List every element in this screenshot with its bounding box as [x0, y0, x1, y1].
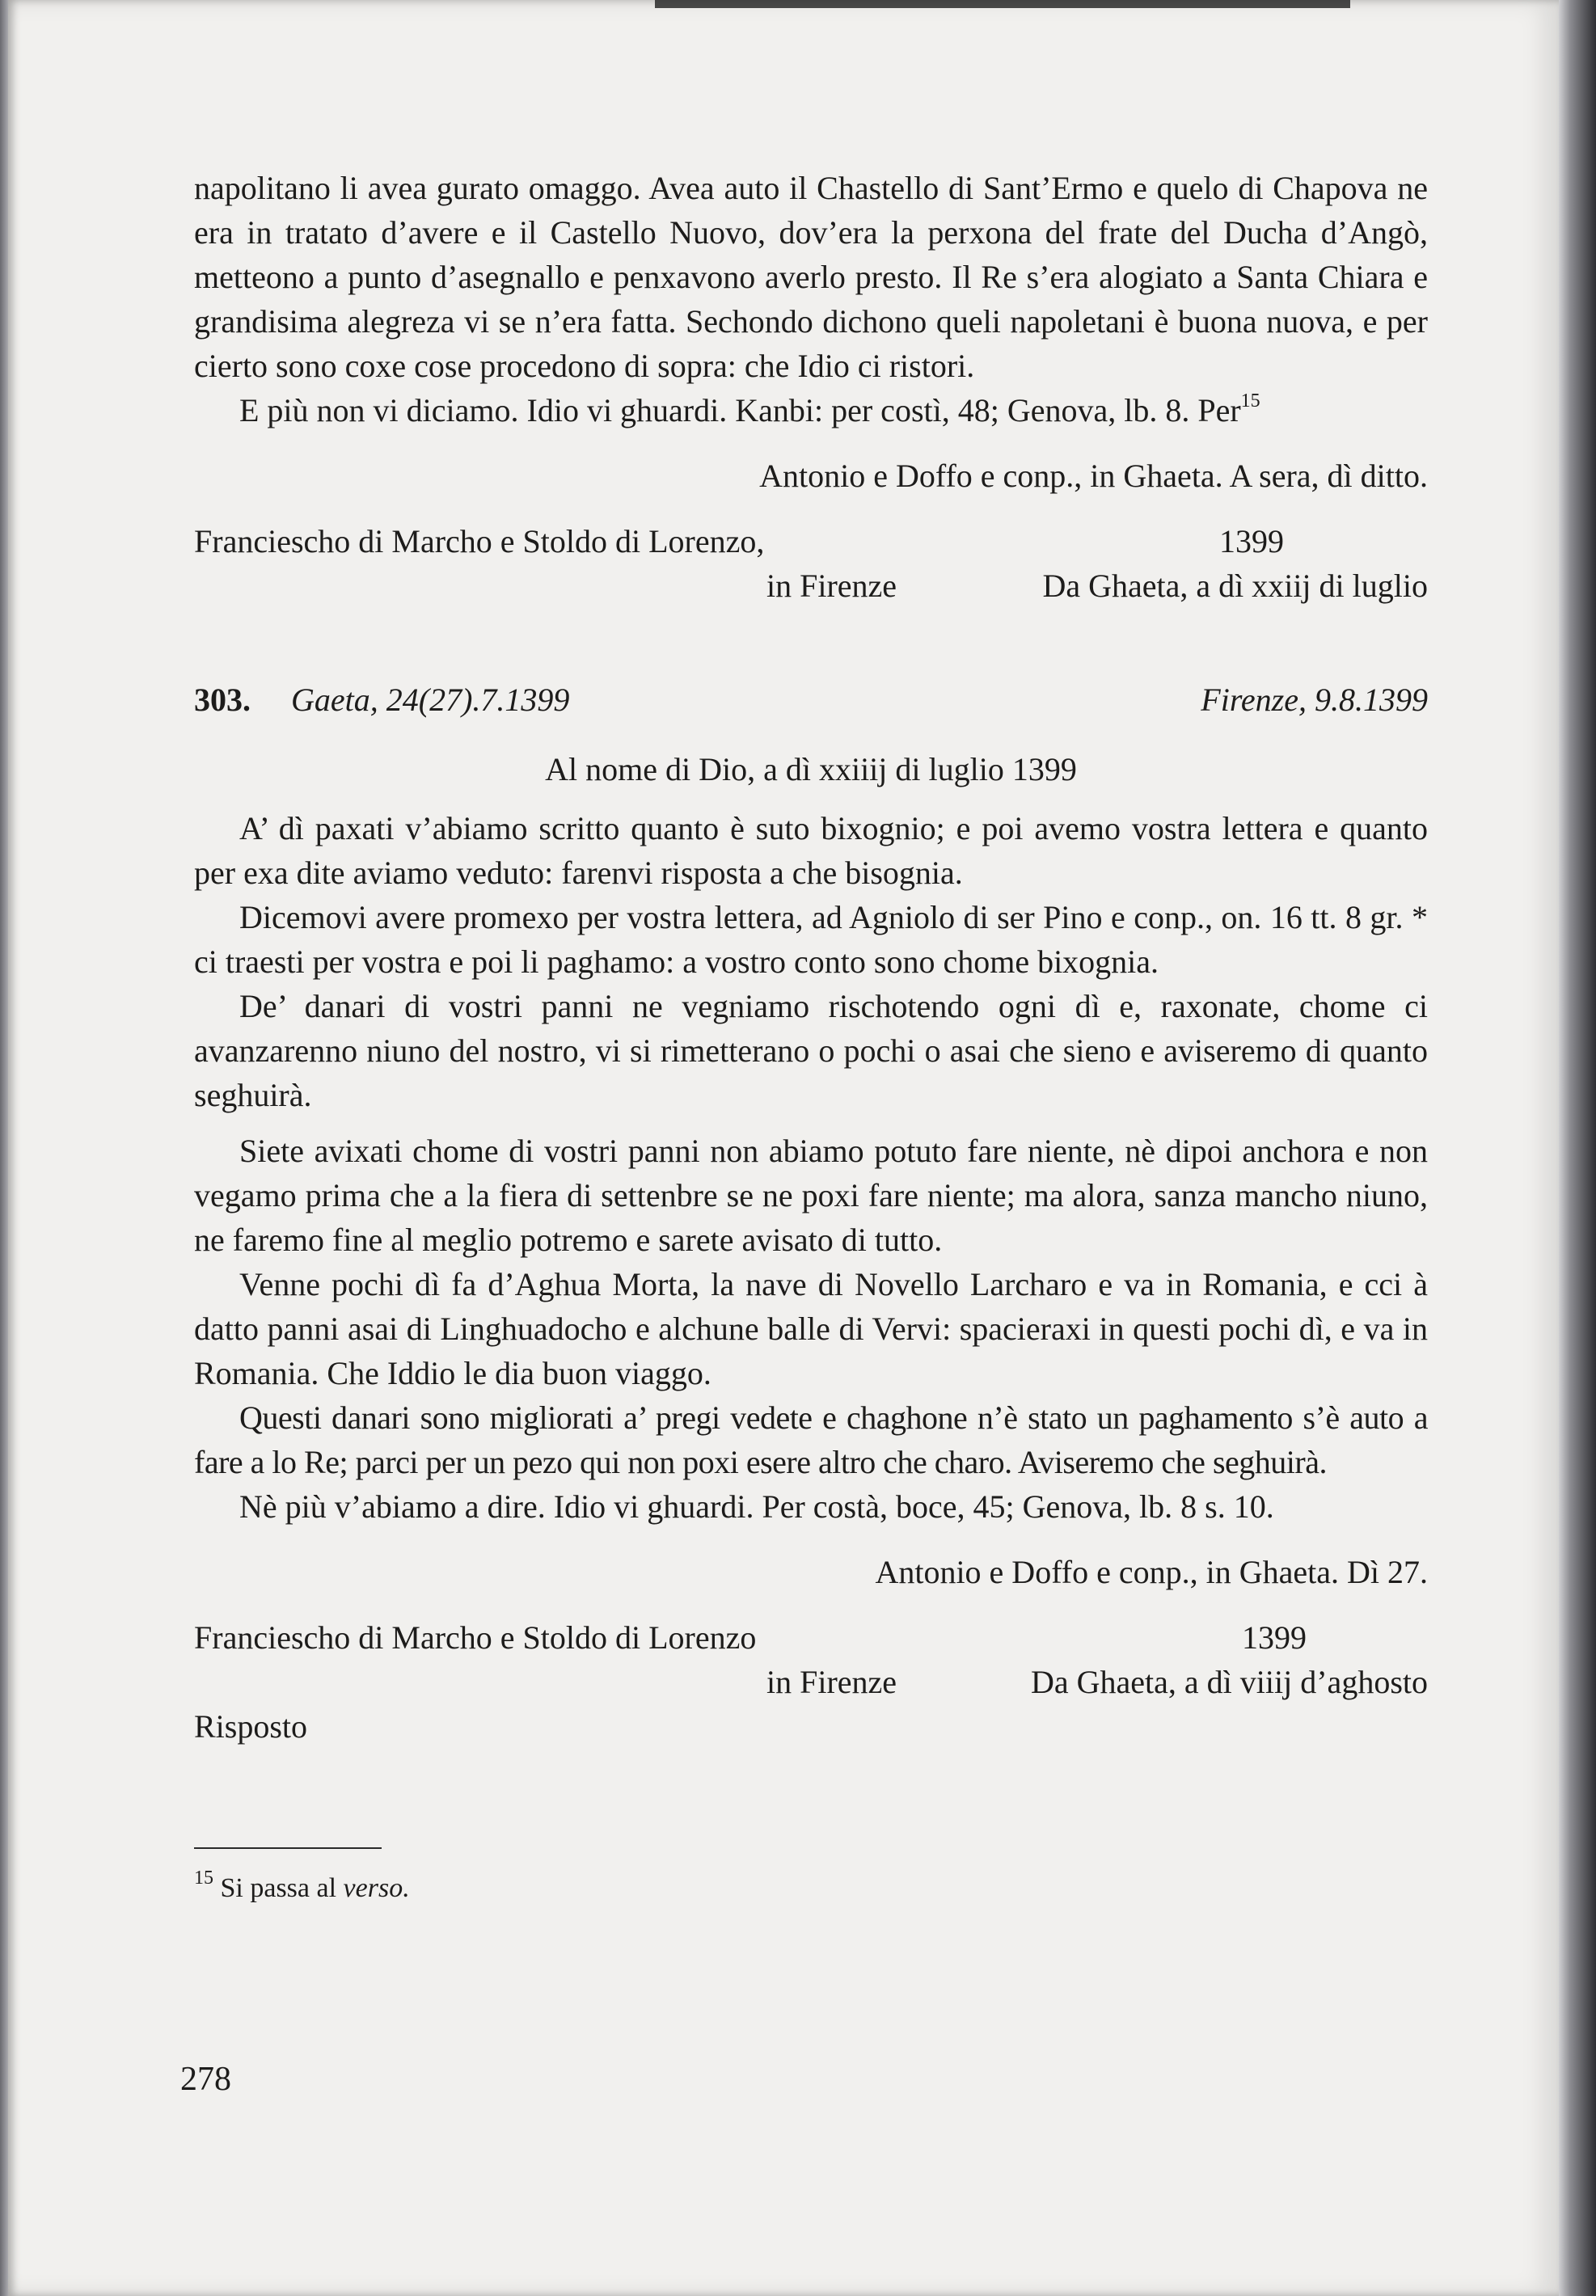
letter2-paragraph: De’ danari di vostri panni ne vegniamo rischotendo ogni dì e, raxonate, chome ci avanzarenno niuno del nostro, vi si rimetterano o pochi o asai che sieno e aviseremo di quanto seghuirà. [194, 988, 1428, 1113]
letter2-paragraph: A’ dì paxati v’abiamo scritto quanto è suto bixognio; e poi avemo vostra lettera e quanto per exa dite aviamo veduto: farenvi risposta a che bisognia. [194, 810, 1428, 891]
book-spine-edge [0, 0, 8, 2296]
letter1-place: in Firenze [766, 568, 897, 604]
letter2-document-header [194, 677, 1428, 726]
book-page-edge [1559, 0, 1596, 2296]
letter2-paragraph: Venne pochi dì fa d’Aghua Morta, la nave di Novello Larcharo e va in Romania, e cci à datto panni asai di Linghuadocho e alchune balle di Vervi: spacieraxi in questi pochi dì, e va in Romania. Che Iddio le dia buon viaggo. [194, 1266, 1428, 1391]
footnote-separator [194, 1847, 382, 1849]
intro-paragraph-continued: napolitano li avea gurato omaggo. Avea auto il Chastello di Sant’Ermo e quelo di Chapova ne era in tratato d’avere e il Castello Nuovo, dov’era la perxona del frate del Ducha d’Angò, metteono a punto d’asegnallo e penxavono averlo presto. Il Re s’era alogiato a Santa Chiara e grandisima alegreza vi se n’era fatta. Sechondo dichono queli napoletani è buona nuova, e per cierto sono coxe cose procedono di sopra: che Idio ci ristori. [194, 170, 1428, 384]
page-body [194, 166, 1428, 1907]
page-number: 278 [180, 2061, 231, 2098]
footnote-marker: 15 [1240, 390, 1260, 412]
top-print-mark [655, 0, 1350, 8]
letter2-place: in Firenze [766, 1664, 897, 1700]
letter1-address-block [194, 519, 1428, 608]
letter1-year: 1399 [1219, 523, 1284, 559]
letter2-signature: Antonio e Doffo e conp., in Ghaeta. Dì 27. [875, 1554, 1428, 1590]
letter2-reply-note: Risposto [194, 1708, 308, 1745]
letter2-paragraph: Siete avixati chome di vostri panni non abiamo potuto fare niente, nè dipoi anchora e non vegamo prima che a la fiera di settenbre se ne poxi fare niente; ma alora, sanza mancho niuno, ne faremo fine al meglio potremo e sarete avisato di tutto. [194, 1133, 1428, 1258]
letter2-origin: Da Ghaeta, a dì viiij d’aghosto [1031, 1664, 1428, 1700]
letter1-origin: Da Ghaeta, a dì xxiij di luglio [1042, 568, 1428, 604]
letter1-signature: Antonio e Doffo e conp., in Ghaeta. A sera, dì ditto. [759, 458, 1428, 494]
letter2-paragraph: Dicemovi avere promexo per vostra lettera, ad Agniolo di ser Pino e conp., on. 16 tt. 8 gr. * ci traesti per vostra e poi li paghamo: a vostro conto sono chome bixognia. [194, 899, 1428, 980]
letter2-from-date: Gaeta, 24(27).7.1399 [291, 682, 570, 718]
letter1-addressee: Franciescho di Marcho e Stoldo di Lorenzo, [194, 523, 765, 559]
footnote: $^{15}$ Si passa al verso. [194, 1867, 410, 1903]
letter2-year: 1399 [1242, 1619, 1307, 1656]
letter2-number: 303. [194, 682, 251, 718]
letter2-address-block [194, 1615, 1428, 1749]
letter2-paragraph: Nè più v’abiamo a dire. Idio vi ghuardi. Per costà, boce, 45; Genova, lb. 8 s. 10. [239, 1488, 1274, 1525]
letter2-heading: Al nome di Dio, a dì xxiiij di luglio 1399 [545, 751, 1077, 787]
letter2-paragraph: Questi danari sono migliorati a’ pregi vedete e chaghone n’è stato un paghamento s’è auto a fare a lo Re; parci per un pezo qui non poxi esere altro che charo. Aviseremo che seghuirà. [194, 1399, 1428, 1480]
intro-closing-paragraph: E più non vi diciamo. Idio vi ghuardi. Kanbi: per costì, 48; Genova, lb. 8. Per$^{15}$ [239, 390, 1260, 428]
letter2-addressee: Franciescho di Marcho e Stoldo di Lorenzo [194, 1619, 757, 1656]
letter2-to-date: Firenze, 9.8.1399 [1201, 682, 1428, 718]
